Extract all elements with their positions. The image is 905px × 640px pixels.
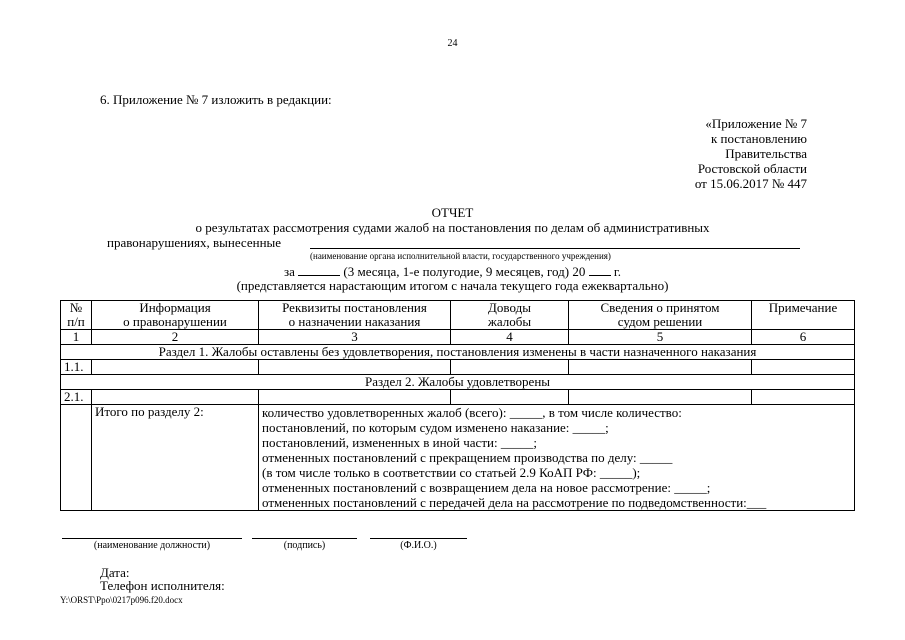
name-label: (Ф.И.О.): [400, 540, 437, 551]
column-number: 2: [92, 330, 259, 345]
row-number: 2.1.: [61, 390, 92, 405]
header-cell: Информация о правонарушении: [92, 301, 259, 330]
appendix-line: от 15.06.2017 № 447: [694, 176, 807, 191]
appendix-line: к постановлению: [710, 131, 807, 146]
section-row: [61, 375, 855, 390]
header-cell: Реквизиты постановления о назначении наказания: [259, 301, 451, 330]
authority-blank-line: [310, 248, 800, 249]
table-cell: [752, 390, 855, 405]
table-cell: [752, 360, 855, 375]
table-cell: [569, 390, 752, 405]
signature-label: (подпись): [283, 540, 326, 551]
total-line: отмененных постановлений с прекращением производства по делу: _____: [262, 450, 673, 465]
table-cell: [451, 360, 569, 375]
period-blank: [298, 264, 340, 276]
report-subtitle-continued: правонарушениях, вынесенные: [107, 235, 282, 250]
table-cell: [259, 390, 451, 405]
column-number-row: [61, 330, 855, 345]
file-path: Y:\ORST\Ppo\0217p096.f20.docx: [60, 595, 183, 605]
table-cell: [569, 360, 752, 375]
authority-note: (наименование органа исполнительной власти, государственного учреждения): [310, 251, 611, 261]
header-cell: Примечание: [752, 301, 855, 330]
period-suffix: г.: [613, 264, 622, 279]
phone-label: Телефон исполнителя:: [100, 578, 225, 593]
total-line: количество удовлетворенных жалоб (всего): _____, в том числе количество:: [262, 405, 682, 420]
report-title: ОТЧЕТ: [431, 205, 474, 220]
table-cell: [92, 360, 259, 375]
total-line: постановлений, измененных в иной части: _____;: [262, 435, 537, 450]
intro-text: 6. Приложение № 7 изложить в редакции:: [100, 92, 332, 107]
table-row: [61, 360, 855, 375]
section-row: [61, 345, 855, 360]
table-row: [61, 390, 855, 405]
column-number: 3: [259, 330, 451, 345]
page-number: 24: [447, 38, 458, 49]
table-cell: [61, 405, 92, 511]
total-line: (в том числе только в соответствии со статьей 2.9 КоАП РФ: _____);: [262, 465, 641, 480]
name-signature-line: [370, 538, 467, 539]
table-cell: [259, 360, 451, 375]
appendix-line: «Приложение № 7: [705, 116, 807, 131]
report-subtitle: о результатах рассмотрения судами жалоб на постановления по делам об административных: [195, 220, 710, 235]
year-blank: [589, 264, 611, 276]
header-cell: Доводы жалобы: [451, 301, 569, 330]
column-number: 1: [61, 330, 92, 345]
section-1-heading: Раздел 1. Жалобы оставлены без удовлетворения, постановления изменены в части назначенного наказания: [61, 345, 855, 360]
appendix-reference: [695, 116, 807, 191]
appendix-line: Ростовской области: [697, 161, 807, 176]
period-middle: (3 месяца, 1-е полугодие, 9 месяцев, год) 20: [343, 264, 586, 279]
report-table: [60, 300, 855, 511]
section-2-heading: Раздел 2. Жалобы удовлетворены: [61, 375, 855, 390]
table-header-row: [61, 301, 855, 330]
total-row: [61, 405, 855, 511]
header-cell: № п/п: [61, 301, 92, 330]
period-prefix: за: [283, 264, 295, 279]
total-line: отмененных постановлений с передачей дела на рассмотрение по подведомственности:___: [262, 495, 767, 510]
column-number: 4: [451, 330, 569, 345]
position-label: (наименование должности): [93, 540, 211, 551]
total-line: постановлений, по которым судом изменено наказание: _____;: [262, 420, 609, 435]
header-cell: Сведения о принятом судом решении: [569, 301, 752, 330]
signature-line: [252, 538, 357, 539]
row-number: 1.1.: [61, 360, 92, 375]
column-number: 5: [569, 330, 752, 345]
total-details: [259, 405, 855, 511]
date-label: Дата:: [100, 565, 130, 580]
period-note: (представляется нарастающим итогом с начала текущего года ежеквартально): [236, 278, 669, 293]
table-cell: [92, 390, 259, 405]
table-cell: [451, 390, 569, 405]
column-number: 6: [752, 330, 855, 345]
total-label: Итого по разделу 2:: [92, 405, 259, 511]
appendix-line: Правительства: [725, 146, 807, 161]
total-line: отмененных постановлений с возвращением дела на новое рассмотрение: _____;: [262, 480, 711, 495]
position-signature-line: [62, 538, 242, 539]
